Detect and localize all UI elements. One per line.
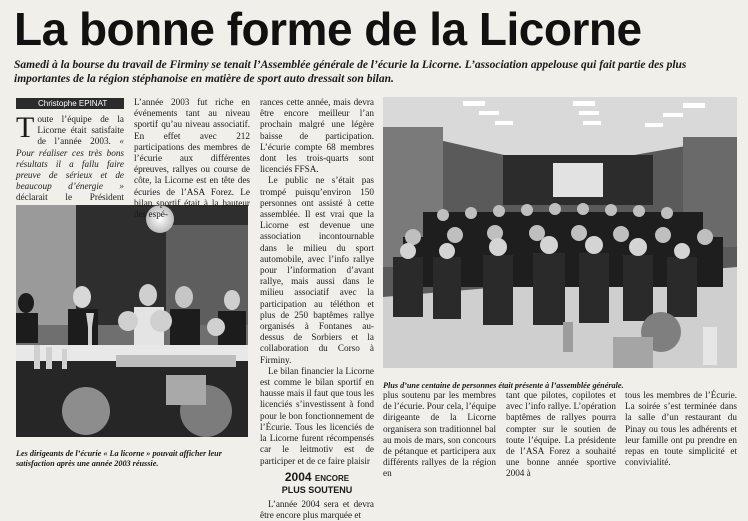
column-1-text: oute l’équipe de la Licorne était satisfaite de l’année 2003. [37, 114, 124, 147]
photo-officials-image [16, 205, 248, 437]
column-1-end: déclarait le Président [16, 192, 124, 203]
column-6-text: tous les membres de l’Écurie. La soirée s’est terminée dans la salle d’un restaurant du Pinay ou tous les adhérents et leur famille ont pu prendre en repas en toute simplicité et convivialité. [625, 390, 737, 468]
subheading-line-2: PLUS SOUTENU [281, 484, 353, 495]
column-2 [134, 97, 250, 220]
subheading-year: 2004 [284, 469, 312, 484]
column-3-para-1: rances cette année, mais devra être encore meilleur l’an prochain malgré une légère baisse de participation. L’écurie compte 68 membres dont les trois-quarts sont licenciés FFSA. [260, 97, 374, 175]
column-4 [383, 390, 496, 478]
column-5 [506, 390, 616, 478]
president-quote: « Pour réaliser ces très bons résultats il a fallu faire preuve de sérieux et de beaucoup d’énergie » [16, 136, 124, 192]
column-6 [625, 390, 737, 478]
lead-paragraph: Samedi à la bourse du travail de Firminy se tenait l’Assemblée générale de l’écurie la Licorne. L’association appelouse qui fait partie des plus importantes de la région stéphanoise en matière de sport auto dressait son bilan. [14, 59, 687, 85]
headline: La bonne forme de la Licorne [14, 3, 642, 55]
column-4-text: plus soutenu par les membres de l’écurie. Pour cela, l’équipe dirigeante de la Licorne organisera son traditionnel bal au mois de mars, son concours de pétanque et participera aux différents rallyes de la région en [383, 390, 496, 479]
photo-assembly-audience [383, 97, 737, 368]
column-5-text: tant que pilotes, copilotes et avec l’info rallye. L’opération baptêmes de rallyes pourra compter sur le soutien de toute l’équipe. La présidente de l’ASA Forez a souhaité une bonne année sportive 2004 à [506, 390, 616, 479]
photo-officials-table [16, 205, 248, 437]
photo-audience-image [383, 97, 737, 368]
subheading-2004 [260, 471, 374, 496]
byline: Christophe EPINAT [16, 98, 124, 109]
column-3-para-2: Le public ne s’était pas trompé puisqu’environ 150 personnes ont assisté à cette assemblée. Il est vrai que la Licorne est devenue une association incontournable dans le milieu du sport automobile, avec l’info rallye pour l’information d’avant rallye, mais aussi dans le milieu associatif avec la participation au téléthon et plus de 250 baptêmes rallye organisés à Fontanes au-dessus de Sorbiers et la collaboration du Corso à Firminy. [260, 175, 374, 365]
column-3 [260, 97, 374, 520]
column-3-para-4: L’année 2004 sera et devra être encore plus marquée et [260, 498, 374, 520]
column-2-text: L’année 2003 fut riche en événements tant au niveau sportif qu’au niveau associatif. En effet avec 212 participations des membres de l’écurie aux différentes épreuves, rallyes ou course de côte, la Licorne est en tête des écuries de l’ASA Forez. Le bilan sportif était à la hauteur des espé- [134, 97, 250, 220]
drop-cap: T [16, 111, 35, 144]
column-3-para-3: Le bilan financier la Licorne est comme le bilan sportif en hausse mais il faut que tous les licenciés s’investissent à fond pour le bon fonctionnement de l’Écurie. Tous les licenciés de la Licorne furent récompensés car le leitmotiv est de participer et de ce faire plaisir [260, 365, 374, 466]
caption-audience: Plus d’une centaine de personnes était présente à l’assemblée générale. [383, 381, 624, 391]
caption-officials: Les dirigeants de l’écurie « La licorne » pouvait afficher leur satisfaction après une année 2003 réussie. [16, 449, 222, 469]
column-1 [16, 111, 124, 203]
subheading-word: ENCORE [314, 473, 350, 483]
